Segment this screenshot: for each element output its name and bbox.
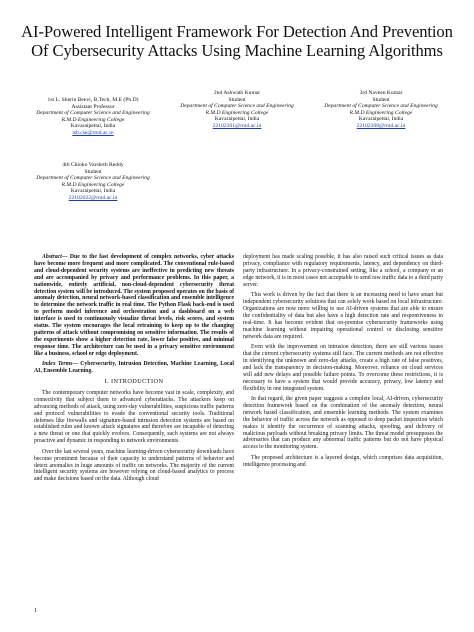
paper-title: AI-Powered Intelligent Framework For Detection And Prevention Of Cybersecurity Attacks Using Machine Learning Algorithms: [21, 22, 453, 60]
author-dept: Department of Computer Science and Engineering: [180, 103, 294, 110]
author-block-1: [34, 97, 152, 137]
author-college: R.M.D Engineering College: [61, 181, 125, 188]
intro-paragraph: The contemporary computer networks have become vast in scale, complexity, and connectivity that subject them to advanced cyberattacks. The attackers keep on advancing methods of attack, using zero-day vulnerabilities, suspicious traffic patterns and protocol vulnerabilities to evade the conventional security tools. Traditional defenses like firewalls and signature-based intrusion detection systems are based on established rules and known attack signatures and therefore are incapable of detecting a new threat or one that quickly evolves. Consequently, such systems are not always proactive and dynamic in responding to network environments.: [34, 389, 234, 445]
author-block-2: [178, 90, 296, 130]
author-location: Kavaraipettai, India: [358, 116, 404, 123]
keywords-paragraph: [34, 361, 234, 375]
abstract-label: Abstract: [42, 254, 62, 260]
section-heading-introduction: I. INTRODUCTION: [104, 378, 164, 385]
author-email[interactable]: 22102301@rmd.ac.in: [212, 122, 262, 129]
intro-paragraph: The proposed architecture is a layered design, which comprises data acquisition, intelligence processing and: [243, 454, 443, 468]
author-dept: Department of Computer Science and Engineering: [324, 103, 438, 110]
author-dept: Department of Computer Science and Engineering: [36, 110, 150, 117]
abstract-paragraph: [34, 254, 234, 358]
intro-paragraph: This work is driven by the fact that there is an increasing need to have smart but independent cybersecurity solutions that can solely work based on local infrastructure. Organizations are now more willing to use AI-driven systems that are able to ensure the confidentiality of data but also have a high detection rate and responsiveness in real-time. It has become evident that on-premise cybersecurity frameworks using machine learning without impairing operational control or disclosing sensitive network data are required.: [243, 292, 443, 340]
author-role: Student: [372, 96, 390, 103]
keywords-label: Index Terms: [42, 361, 73, 368]
author-name: 2nd Ashwath Kumar: [213, 90, 261, 96]
author-role: Student: [84, 168, 102, 175]
intro-paragraph: Over the last several years, machine learning-driven cybersecurity downloads have become prominent because of their capacity to understand patterns of behavior and detect anomalies in huge amounts of traffic on networks. The majority of the current intelligent security systems are however relying on cloud-based analytics to process and make decisions based on the data. Although cloud: [34, 448, 234, 483]
author-name: 4th Chloko Varshrth Reddy: [62, 162, 124, 168]
keywords-text: — Cybersecurity, Intrusion Detection, Machine Learning, Local AI, Ensemble Learning.: [34, 361, 234, 375]
right-column: [243, 254, 443, 472]
author-location: Kavaraipettai, India: [70, 123, 116, 130]
author-block-3: [322, 90, 440, 130]
author-college: R.M.D Engineering College: [61, 116, 125, 123]
abstract-text: — Due to the fast development of complex networks, cyber attacks have become more frequent and more complicated. The conventional rule-based and cloud-dependent security systems are ineffective in predicting new threats and are accompanied by privacy and performance problems. In this paper, a nationwide, entirely artificial, non-cloud-dependent cybersecurity threat detection system will be introduced. The system proposed operates on the basis of anomaly detection, neural network-based classification and ensemble intelligence to determine the network traffic in real time. The Python Flask back-end is used to perform model inference and orchestration and a dashboard on a web interface is used to continuously visualize threat levels, risk scores, and system status. The system encourages the local retraining to keep up to the changing patterns of attack without compromising on sensitive information. The results of the experiments show a higher detection rate, lower false positive, and minimal response time. The architecture can be used in a privacy sensitive environment like a business, school or edge deployment.: [34, 254, 234, 357]
left-column: [34, 254, 234, 487]
author-block-4: [34, 162, 152, 202]
author-name: 1st L. Sherin Beevi, B.Tech, M.E (Ph.D): [47, 97, 139, 103]
author-college: R.M.D Engineering College: [349, 109, 413, 116]
author-location: Kavaraipettai, India: [214, 116, 260, 123]
author-dept: Department of Computer Science and Engineering: [36, 175, 150, 182]
author-email[interactable]: 22102022@rmd.ac.in: [68, 194, 118, 201]
author-role: Assistant Professor: [71, 103, 115, 110]
author-college: R.M.D Engineering College: [205, 109, 269, 116]
author-location: Kavaraipettai, India: [70, 188, 116, 195]
page-number: 1: [34, 608, 37, 614]
author-email[interactable]: 22102308@rmd.ac.in: [356, 122, 406, 129]
author-role: Student: [228, 96, 246, 103]
intro-paragraph: In that regard, the given paper suggests a complete local, AI-driven, cybersecurity detection framework based on the combination of the anomaly detection, neural network based classification, and ensemble learning methods. The system examines the behavior of traffic across the network as opposed to deep packet inspection which makes it identify the occurrence of scanning attacks, spoofing, and delivery of malicious payloads without breaking privacy limits. The threat model presupposes the adversaries that can produce any abnormal traffic patterns but do not have physical access to the monitoring system.: [243, 396, 443, 451]
author-email[interactable]: lsb.cse@rmd.ac.in: [72, 129, 114, 136]
intro-paragraph: deployment has made scaling possible, it has also raised such critical issues as data privacy, compliance with regulatory requirements, latency, and dependency on third-party infrastructure. In a privacy-constrained setting, like a school, a company or an edge network, it is in most cases not acceptable to send raw traffic data to a third party server.: [243, 254, 443, 288]
intro-paragraph: Even with the improvement on intrusion detection, there are still various issues that the current cybersecurity systems still face. The current methods are not effective in identifying the unknown and zero-day attacks, create a high rate of false positives, and lack the transparency in decision-making. Moreover, reliance on cloud services will add new delays and possible failure points. To overcome these restrictions, it is necessary to have a system that would provide accuracy, privacy, low latency and flexibility in one integrated system.: [243, 344, 443, 392]
author-name: 3rd Naveen Kumar: [359, 90, 403, 96]
